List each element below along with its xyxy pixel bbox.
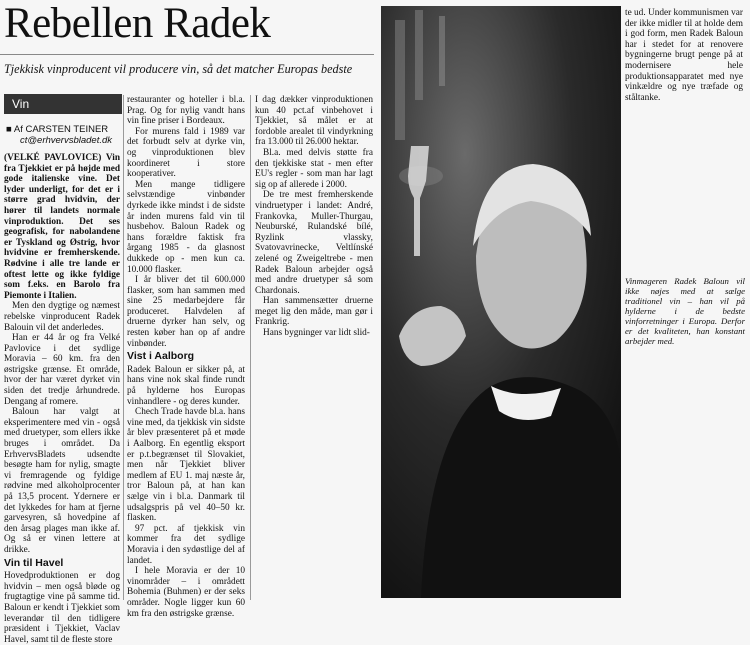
column-divider — [250, 95, 251, 600]
paragraph: Men mange tidligere selvstændige vinbønder dyrkede ikke mindst i de sidste år inden murens fald vin til husbehov. Baloun Radek og hans forældre faktisk fra årgang 1985 - da glasnost dukkede op - men kun ca. 10.000 flasker. — [127, 179, 245, 275]
byline-email[interactable]: ct@erhvervsbladet.dk — [20, 135, 113, 146]
subheading-vin-til-havel: Vin til Havel — [4, 556, 64, 569]
photo-caption: Vinmageren Radek Baloun vil ikke nøjes med at sælge traditionel vin – han vil på hylderne i de bedste vinforretninger i Europa. Derfor er det kvaliteten, han konstant arbejder med. — [625, 276, 745, 346]
paragraph: I dag dækker vinproduktionen kun 40 pct.af vinbehovet i Tjekkiet, så målet er at fordoble arealet til vindyrkning fra 13.000 til 26.000 hektar. — [255, 95, 373, 148]
paragraph: Chech Trade havde bl.a. hans vine med, da tjekkisk vin sidste år blev præsenteret på et møde i Aalborg. En egentlig eksport er p.t.begrænset til Slovakiet, men når Tjekkiet bliver medlem af EU 1. maj næste år, tror Baloun på, at han kan sælge vin i bl.a. Danmark til udsalgspris på vel 40–50 kr. flasken. — [127, 407, 245, 524]
article-column-4 — [625, 8, 743, 128]
headline-rule — [0, 54, 374, 55]
paragraph: Men den dygtige og næmest rebelske vinproducent Radek Balouin vil det anderledes. — [4, 301, 120, 333]
paragraph: Han sammensætter druerne meget lig den måde, man gør i Frankrig. — [255, 296, 373, 328]
paragraph: 97 pct. af tjekkisk vin kommer fra det sydlige Moravia i den sydøstlige del af landet. — [127, 523, 245, 566]
article-column-3 — [255, 95, 373, 345]
photo-illustration — [381, 6, 621, 598]
paragraph: Bl.a. med delvis støtte fra den tjekkiske stat - men efter EU's regler - som man har lagt sig op af allerede i 2000. — [255, 147, 373, 190]
article-column-2 — [127, 95, 245, 619]
section-label: Vin — [4, 94, 122, 114]
lead-paragraph: (VELKÉ PAVLOVICE) Vin fra Tjekkiet er på højde med gode italienske vine. Det lyder underligt, for det er i større grad hvidvin, der hører til landets normale vinproduktion. Det ses geografisk, for nabolandene er Tyskland og Østrig, hvor hvidvine er fremherskende. Rødvine i alle tre lande er oftest lette og ikke fyldige som f.eks. en Barolo fra Piemonte i Italien. — [4, 153, 120, 301]
paragraph: I år bliver det til 600.000 flasker, som han sammen med sine 25 medarbejdere får produceret. Halvdelen af druerne dyrker han selv, og resten køber han op af andre vinbønder. — [127, 275, 245, 349]
headline: Rebellen Radek — [4, 0, 271, 47]
paragraph: Hans bygninger var lidt slid- — [263, 328, 370, 339]
winemaker-photo — [381, 6, 621, 598]
article-column-1 — [4, 153, 120, 645]
byline — [6, 124, 112, 146]
paragraph: Radek Baloun er sikker på, at hans vine nok skal finde rundt på hylderne hos Europas vinhandlere - og deres kunder. — [127, 364, 245, 407]
subheadline: Tjekkisk vinproducent vil producere vin, så det matcher Europas bedste — [4, 62, 353, 76]
paragraph: De tre mest fremherskende vindruetyper i landet: André, Frankovka, Muller-Thurgau, Neuburské, Rulandské bílé, Ryzlink vlassky, Svatovavrinecke, Veltlínské zelené og Zweigeltrebe - men Radek Baloun arbejder også med andre druetyper så som Chardonais. — [255, 190, 373, 296]
byline-author: ■ Af CARSTEN TEINER — [6, 124, 109, 135]
paragraph: te ud. Under kommunismen var der ikke midler til at holde dem i god form, men Radek Baloun har i stedet for at renovere bygningerne brugt penge på at modernisere hele produktionsapparatet med nye vinkældre og nye træfade og ståltanke. — [625, 8, 743, 103]
paragraph: Hovedproduktionen er dog hvidvin – men også bløde og frugtagtige vine på samme tid. Baloun er kendt i Tjekkiet som leverandør til den tidligere præsident i Tjekkiet, Vaclav Havel, samt til de fleste store — [4, 571, 120, 645]
paragraph: Han er 44 år og fra Velké Pavlovice i det sydlige Moravia – 60 km. fra den østrigske grænse. Et område, hvor der har været dyrket vin siden det tredje århundrede. Dengang af romere. — [4, 333, 120, 407]
paragraph: I hele Moravia er der 10 vinområder – i områdett Bohemia (Buhmen) er der seks områder. Nogle ligger kun 60 km fra den østrigske grænse. — [127, 566, 245, 619]
paragraph: restauranter og hoteller i bl.a. Prag. Og for nylig vandt hans vin fine priser i Bordeaux. — [127, 95, 245, 127]
subheading-vist-i-aalborg: Vist i Aalborg — [127, 350, 195, 363]
column-divider — [123, 95, 124, 600]
paragraph: Baloun har valgt at eksperimentere med vin - også med druetyper, som ellers ikke bruges i området. Da ErhvervsBladets udsendte besøgte ham for nylig, smagte vi fremragende og fyldige rødvine med alkoholprocenter på 13,5 procent. Ydernere er det lykkedes for ham at fjerne garvesyren, så hovedpine af den årsag plages man ikke af. Og så er vinen lettere at drikke. — [4, 407, 120, 555]
paragraph: For murens fald i 1989 var det forbudt selv at dyrke vin, og vinproduktionen blev koordineret i store kooperativer. — [127, 126, 245, 180]
